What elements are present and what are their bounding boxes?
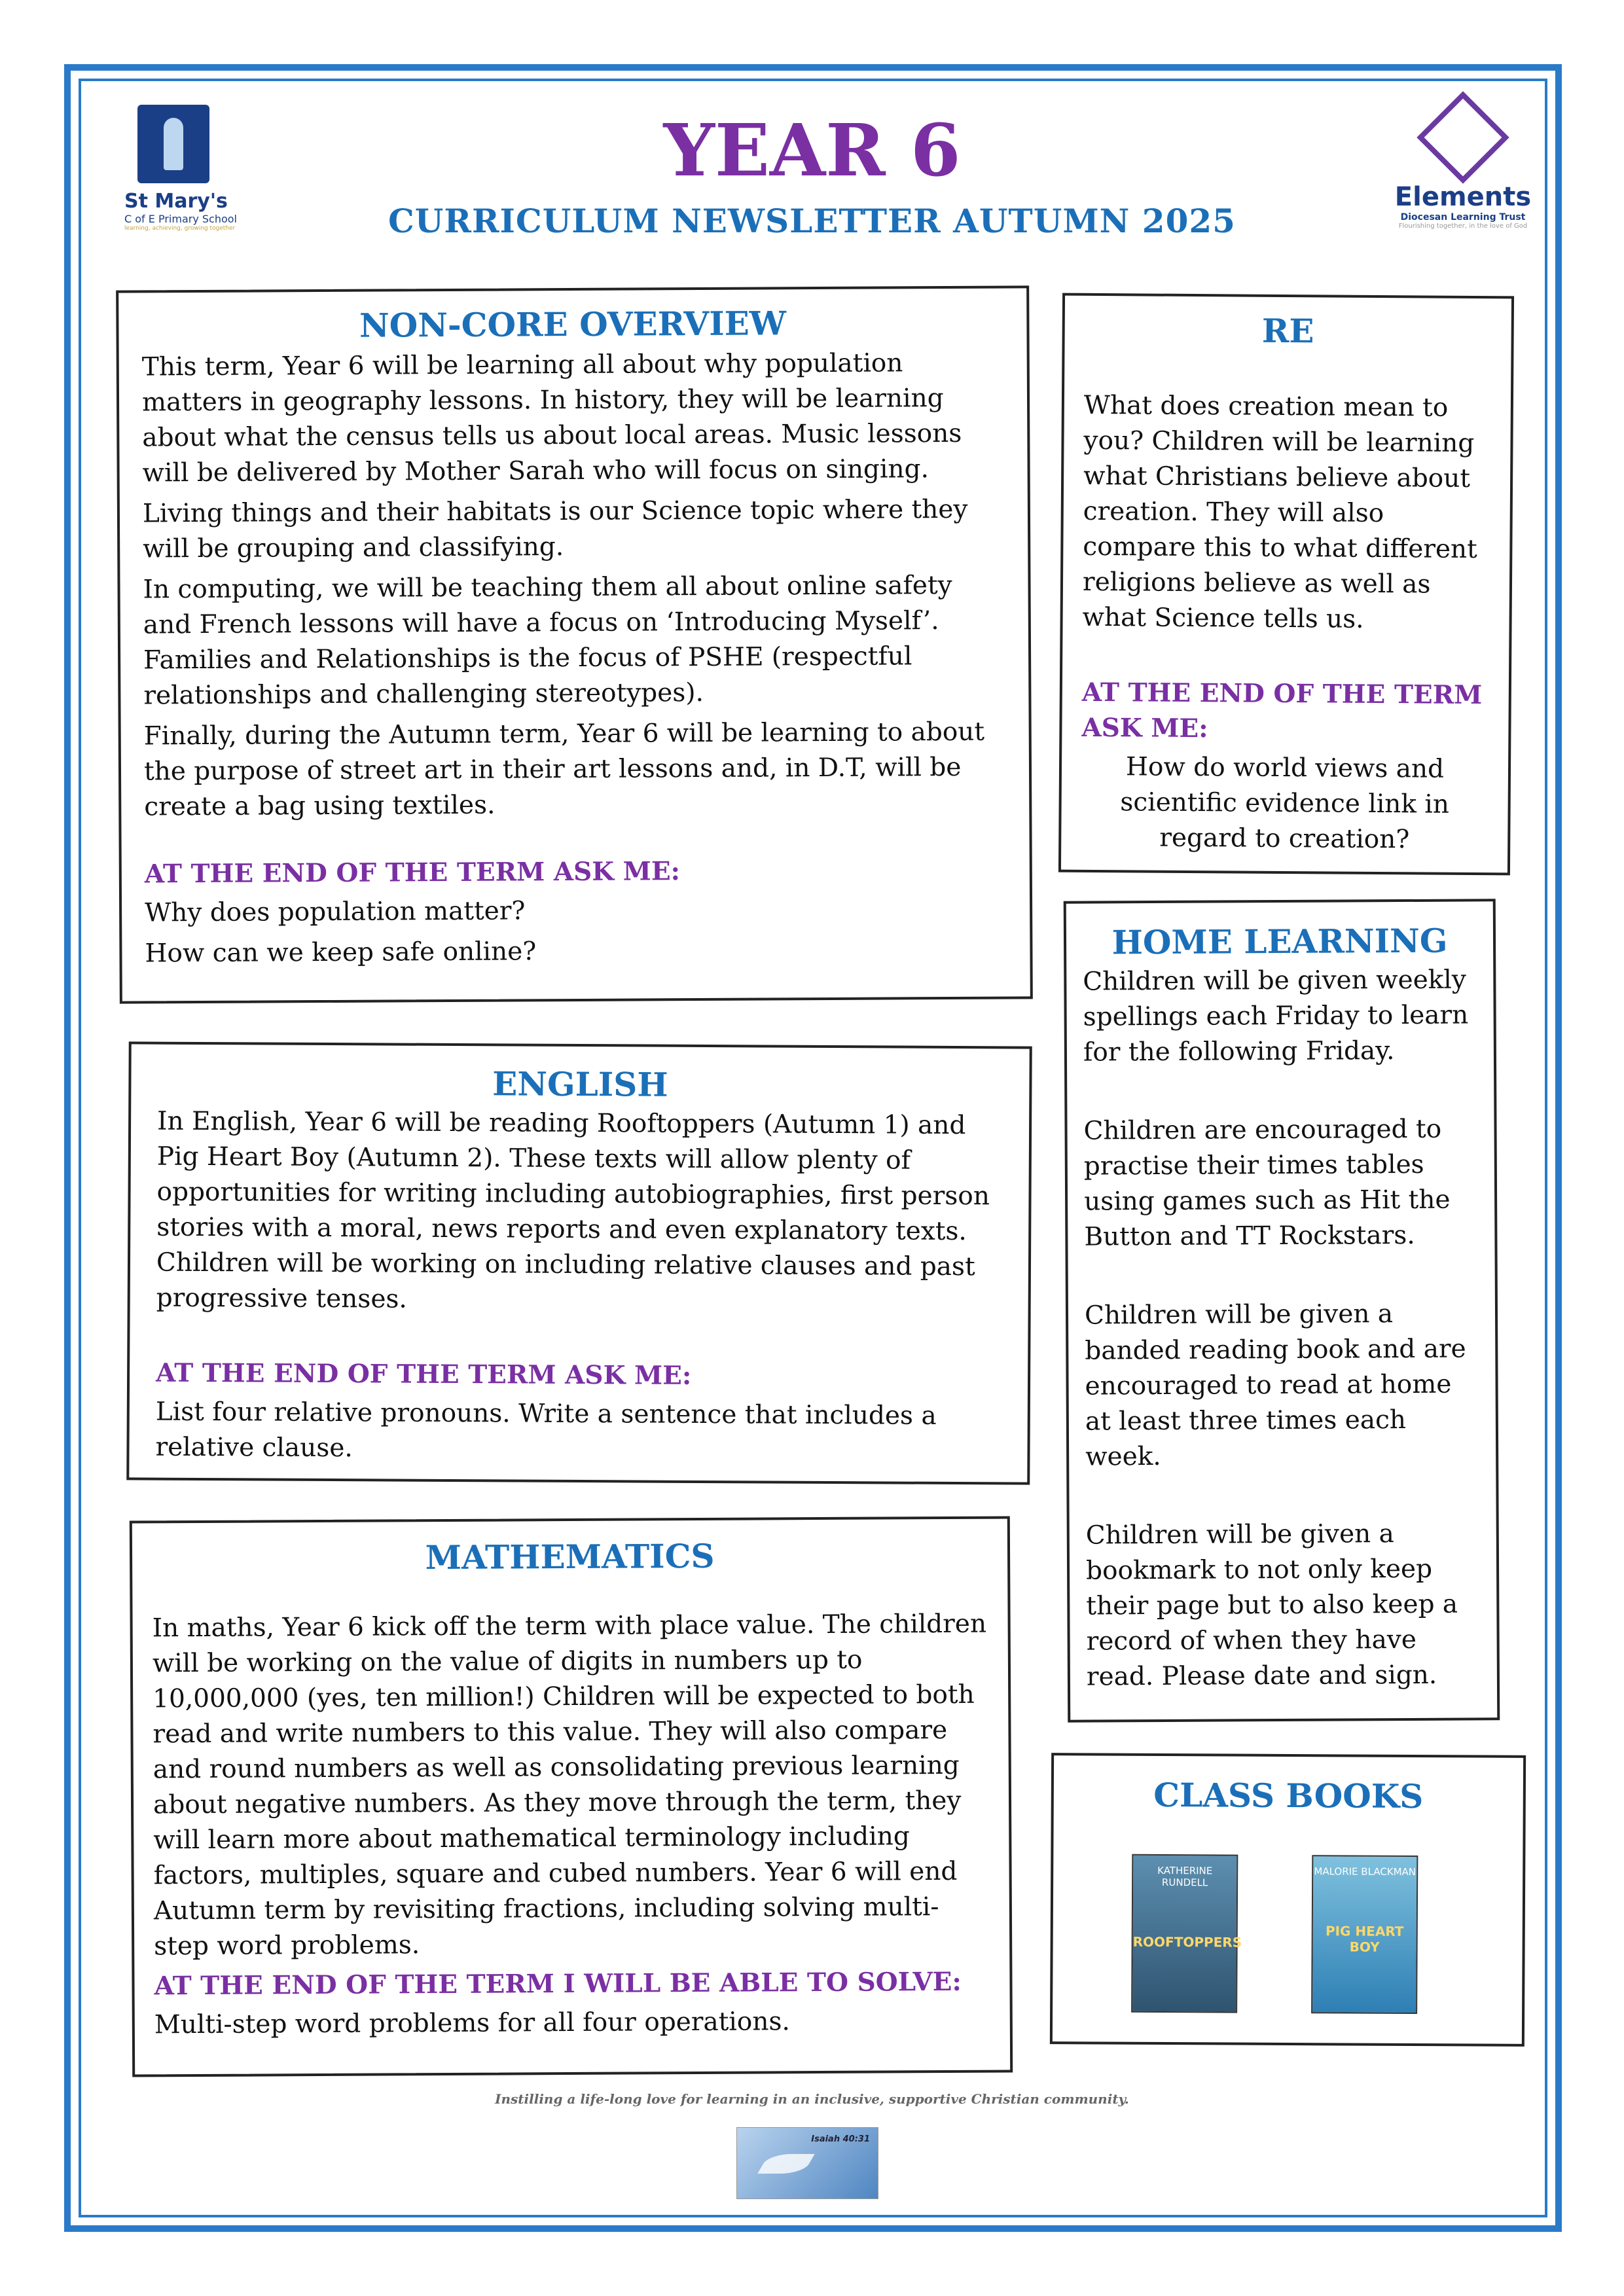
mathematics-ask-heading: AT THE END OF THE TERM I WILL BE ABLE TO SOLVE:: [154, 1966, 962, 2001]
book-author: KATHERINE RUNDELL: [1157, 1864, 1213, 1889]
re-heading: RE: [1261, 311, 1314, 351]
school-logo-tagline: learning, achieving, growing together: [124, 225, 236, 232]
trust-logo-name: Elements: [1394, 182, 1532, 212]
home-learning-box: [1064, 899, 1500, 1722]
non-core-heading: NON-CORE OVERVIEW: [359, 304, 787, 345]
non-core-paragraph: Finally, during the Autumn term, Year 6 will be learning to about the purpose of street art in their art lessons and, in D.T, will be create a bag using textiles.: [143, 717, 985, 822]
school-logo-sub: C of E Primary School: [124, 213, 237, 225]
non-core-overview-box: [116, 285, 1033, 1003]
book-author: MALORIE BLACKMAN: [1314, 1865, 1416, 1878]
trust-logo: [1388, 98, 1538, 249]
non-core-ask-heading: AT THE END OF THE TERM ASK ME:: [144, 856, 681, 889]
re-text: What does creation mean to you? Children will be learning what Christians believe about creation. They will also compare this to what different religions believe as well as what Science tells us.: [1082, 390, 1477, 634]
re-question: How do world views and scientific evidence link in regard to creation?: [1120, 752, 1450, 855]
book-title: ROOFTOPPERS: [1132, 1933, 1242, 1950]
mathematics-box: [130, 1516, 1013, 2077]
mathematics-answer: Multi-step word problems for all four operations.: [154, 2007, 790, 2040]
bird-icon: [757, 2154, 814, 2174]
verse-reference: Isaiah 40:31: [811, 2134, 870, 2144]
class-books-heading: CLASS BOOKS: [1153, 1775, 1424, 1816]
book-title: PIG HEART BOY: [1325, 1923, 1404, 1955]
non-core-paragraph: This term, Year 6 will be learning all about why population matters in geography lessons. In history, they will be learning about what the census tells us about local areas. Music lessons will be delivered by Mother Sarah who will focus on singing.: [141, 348, 962, 488]
home-learning-paragraph: Children will be given a bookmark to not only keep their page but to also keep a record of when they have read. Please date and sign.: [1085, 1519, 1458, 1692]
home-learning-paragraph: Children will be given a banded reading book and are encouraged to read at home at least three times each week.: [1084, 1299, 1466, 1472]
verse-image: [736, 2127, 878, 2199]
english-box: [126, 1041, 1032, 1484]
re-box: [1058, 293, 1514, 876]
english-heading: ENGLISH: [492, 1064, 668, 1104]
home-learning-paragraph: Children will be given weekly spellings each Friday to learn for the following Friday.: [1083, 965, 1469, 1067]
trust-logo-tagline: Flourishing together, in the love of God: [1398, 223, 1528, 230]
non-core-question: How can we keep safe online?: [145, 937, 537, 969]
class-books-box: [1050, 1753, 1526, 2047]
home-learning-paragraph: Children are encouraged to practise their times tables using games such as Hit the Button and TT Rockstars.: [1083, 1114, 1451, 1252]
page-subtitle: CURRICULUM NEWSLETTER AUTUMN 2025: [388, 202, 1236, 240]
book-cover-pig-heart-boy: [1311, 1855, 1418, 2014]
re-ask-heading: AT THE END OF THE TERM ASK ME:: [1081, 677, 1483, 744]
page-title: YEAR 6: [663, 108, 961, 192]
mathematics-heading: MATHEMATICS: [425, 1536, 715, 1577]
non-core-question: Why does population matter?: [145, 896, 526, 928]
mathematics-text: In maths, Year 6 kick off the term with place value. The children will be working on the value of digits in numbers up to 10,000,000 (yes, ten million!) Children will be expected to both read and write numbers to this value. They will also compare and round numbers as well as consolidating previous learning about negative numbers. As they move through the term, they will learn more about mathematical terminology including factors, multiples, square and cubed numbers. Year 6 will end Autumn term by revisiting fractions, including solving multi-step word problems.: [152, 1609, 987, 1962]
non-core-paragraph: Living things and their habitats is our Science topic where they will be grouping and classifying.: [142, 494, 968, 564]
school-motto: Instilling a life-long love for learning in an inclusive, supportive Christian community.: [495, 2091, 1129, 2107]
book-cover-rooftoppers: [1131, 1854, 1242, 2013]
trust-logo-sub: Diocesan Learning Trust: [1400, 212, 1526, 223]
school-logo-name: St Mary's: [124, 190, 228, 213]
english-ask-heading: AT THE END OF THE TERM ASK ME:: [155, 1357, 692, 1391]
trust-mark-icon: [1416, 91, 1509, 183]
home-learning-heading: HOME LEARNING: [1111, 921, 1448, 962]
english-question: List four relative pronouns. Write a sentence that includes a relative clause.: [155, 1397, 937, 1463]
english-text: In English, Year 6 will be reading Rooftoppers (Autumn 1) and Pig Heart Boy (Autumn 2). These texts will allow plenty of opportunities for writing including autobiographies, first person stories with a moral, news reports and even explanatory texts. Children will be working on including relative clauses and past progressive tenses.: [156, 1106, 990, 1314]
non-core-paragraph: In computing, we will be teaching them all about online safety and French lessons will have a focus on ‘Introducing Myself’. Families and Relationships is the focus of PSHE (respectful relationships and challenging stereotypes).: [143, 570, 952, 711]
